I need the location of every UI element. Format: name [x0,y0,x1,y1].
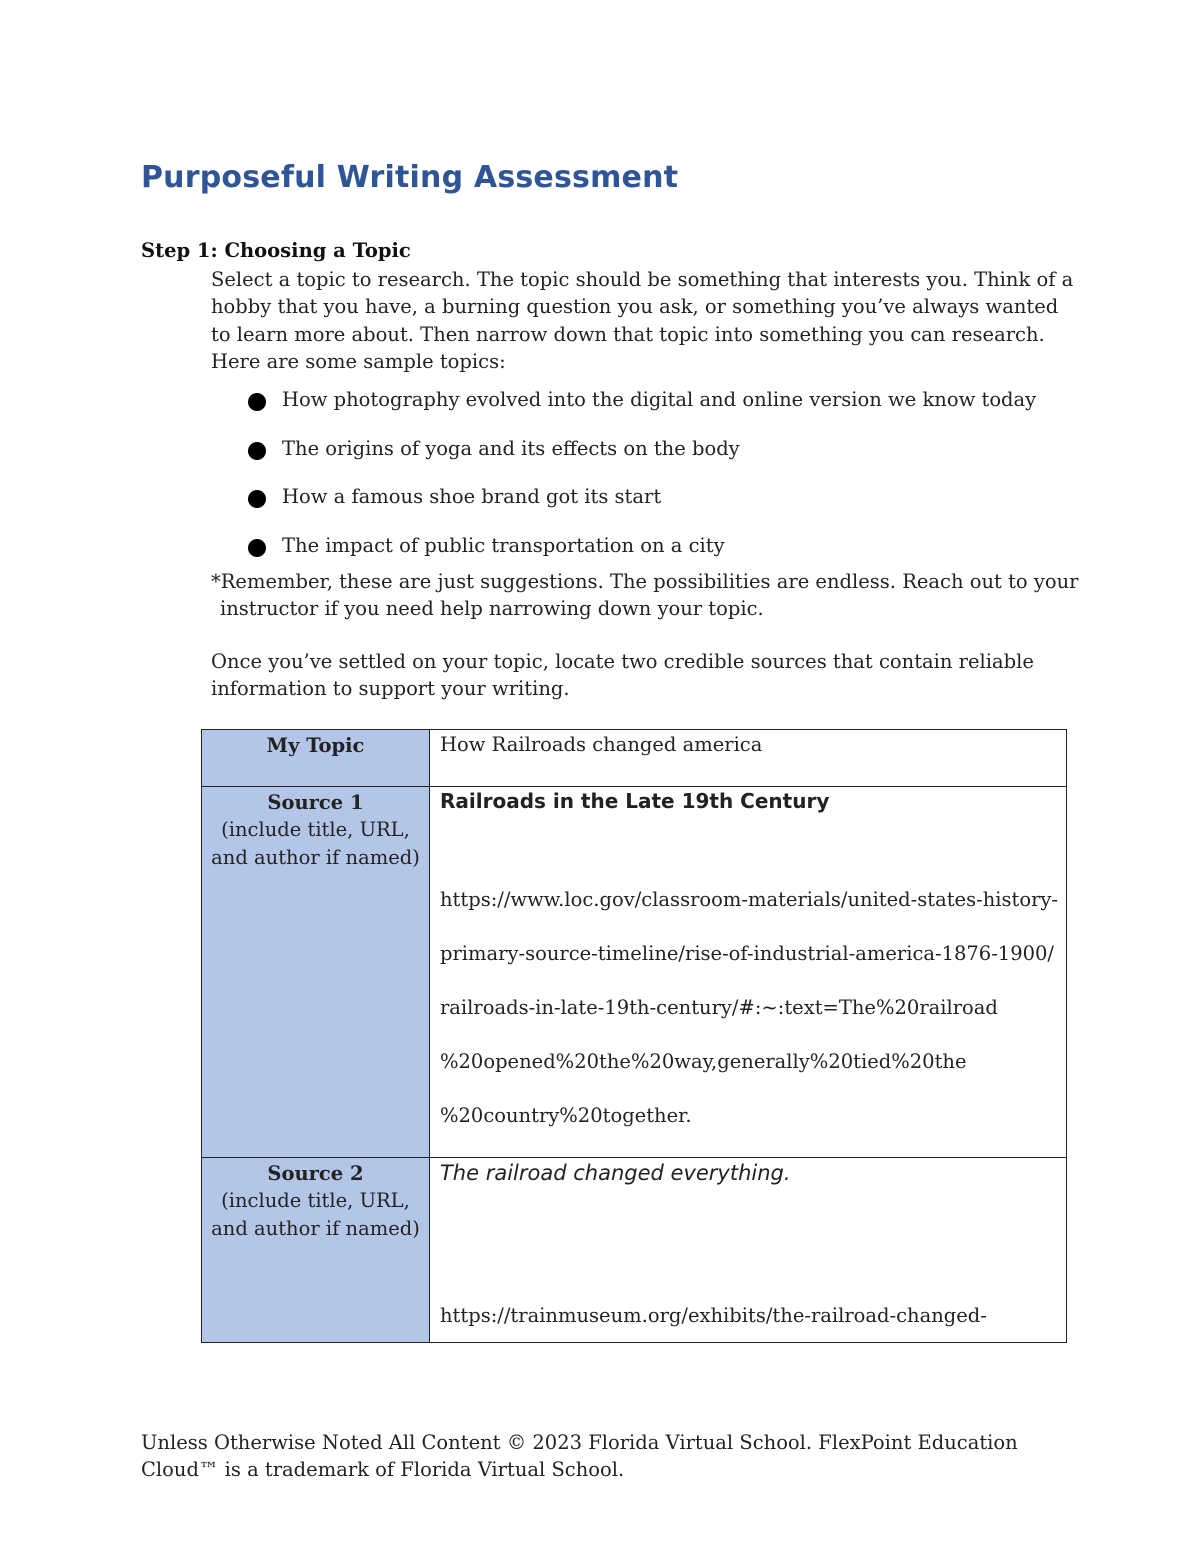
bullet-icon [248,442,266,460]
step-1-intro: Select a topic to research. The topic should be something that interests you. Think of a hobby that you have, a burning question you ask, or something you’ve always wanted to learn more about. Then narrow down that topic into something you can research. Here are some sample topics: [211,268,1074,373]
sample-topic-text: How photography evolved into the digital and online version we know today [282,388,1037,411]
source-2-label-cell [202,1158,430,1343]
list-item [246,434,1036,483]
table-row [202,730,1067,787]
sample-topic-text: The impact of public transportation on a city [282,533,725,557]
sample-topic-text: The origins of yoga and its effects on the body [282,436,740,460]
source-2-value-cell[interactable] [429,1158,1066,1343]
table-row [202,1158,1067,1343]
source-2-label: Source 2 [267,1162,364,1185]
source-2-note: (include title, URL, and author if named) [211,1189,420,1240]
source-1-label: Source 1 [267,791,364,814]
bullet-icon [248,490,266,508]
my-topic-label-cell [202,730,430,787]
remember-note [211,568,1081,623]
research-table [201,729,1067,1343]
list-item [246,482,1036,531]
list-item [246,385,1036,434]
sample-topic-text: How a famous shoe brand got its start [282,485,662,508]
source-1-url[interactable] [440,873,1058,1143]
page-title: Purposeful Writing Assessment [141,160,679,195]
source-2-url[interactable]: https://trainmuseum.org/exhibits/the-railroad-changed- [439,1304,987,1327]
bullet-icon [248,539,266,557]
source-1-note: (include title, URL, and author if named) [211,818,420,869]
source-1-url-line: %20country%20together. [439,1104,692,1127]
source-1-url-line: %20opened%20the%20way,generally%20tied%20the [439,1050,967,1073]
source-1-title: Railroads in the Late 19th Century [439,789,830,813]
source-1-value-cell[interactable] [429,787,1066,1158]
remember-line-1: *Remember, these are just suggestions. The possibilities are endless. Reach out to your [211,570,1079,593]
source-1-url-line: primary-source-timeline/rise-of-industrial-america-1876-1900/ [439,942,1054,965]
step-1-heading: Step 1: Choosing a Topic [141,239,411,262]
sample-topics-list [246,385,1036,579]
bullet-icon [248,393,266,411]
my-topic-label: My Topic [266,734,365,757]
remember-line-2: instructor if you need help narrowing down your topic. [220,597,764,621]
source-1-url-line: https://www.loc.gov/classroom-materials/united-states-history- [439,888,1058,911]
source-1-url-line: railroads-in-late-19th-century/#:~:text=The%20railroad [439,996,998,1019]
my-topic-value: How Railroads changed america [439,733,763,756]
copyright-footer: Unless Otherwise Noted All Content © 2023 Florida Virtual School. FlexPoint Education Cloud™ is a trademark of Florida Virtual School. [141,1431,1018,1482]
my-topic-value-cell[interactable] [429,730,1066,787]
source-2-title: The railroad changed everything. [439,1161,791,1185]
source-1-label-cell [202,787,430,1158]
table-row [202,787,1067,1158]
sources-instruction: Once you’ve settled on your topic, locate two credible sources that contain reliable information to support your writing. [211,650,1034,701]
